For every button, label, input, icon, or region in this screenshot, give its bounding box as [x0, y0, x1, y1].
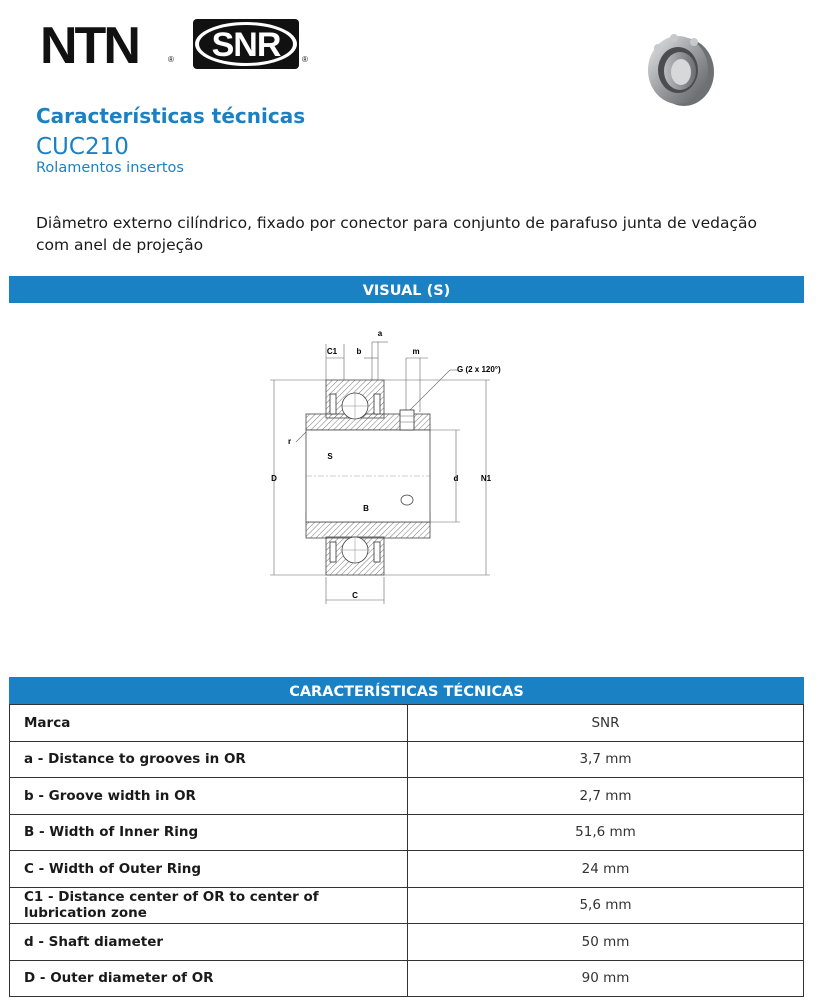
dim-label-c: C — [352, 591, 358, 600]
table-row — [10, 960, 804, 997]
spec-label: D - Outer diameter of OR — [10, 960, 408, 997]
dim-label-m: m — [412, 347, 420, 356]
dim-label-r: r — [288, 437, 292, 446]
product-description: Diâmetro externo cilíndrico, fixado por conector para conjunto de parafuso junta de vedação com anel de projeção — [36, 214, 757, 254]
dim-label-c1: C1 — [326, 347, 338, 356]
table-row — [10, 778, 804, 815]
spec-value: 5,6 mm — [408, 887, 804, 924]
dim-label-outer-d: D — [271, 474, 277, 483]
spec-value: 2,7 mm — [408, 778, 804, 815]
svg-text:®: ® — [168, 55, 174, 64]
page-title: Características técnicas — [36, 104, 306, 128]
spec-value: 24 mm — [408, 851, 804, 888]
table-row — [10, 741, 804, 778]
spec-label: C - Width of Outer Ring — [10, 851, 408, 888]
table-row — [10, 924, 804, 961]
spec-label: B - Width of Inner Ring — [10, 814, 408, 851]
dim-label-s: S — [327, 452, 333, 461]
dim-label-g: G (2 x 120°) — [457, 365, 501, 374]
ntn-logo — [40, 17, 174, 72]
bearing-product-image — [636, 28, 722, 114]
spec-label: C1 - Distance center of OR to center of lubrication zone — [10, 887, 408, 924]
dim-label-a: a — [377, 329, 383, 338]
svg-text:®: ® — [302, 55, 308, 64]
specs-table — [9, 704, 804, 997]
specs-section-header: CARACTERÍSTICAS TÉCNICAS — [9, 677, 804, 704]
spec-value: 50 mm — [408, 924, 804, 961]
spec-label: Marca — [10, 705, 408, 742]
svg-text:SNR: SNR — [211, 26, 281, 64]
product-model: CUC210 — [36, 134, 129, 160]
dim-label-inner-b: B — [363, 504, 369, 513]
spec-value: 90 mm — [408, 960, 804, 997]
dim-label-shaft-d: d — [453, 474, 459, 483]
table-row — [10, 851, 804, 888]
spec-value: SNR — [408, 705, 804, 742]
spec-label: a - Distance to grooves in OR — [10, 741, 408, 778]
table-row — [10, 887, 804, 924]
spec-label: b - Groove width in OR — [10, 778, 408, 815]
table-row — [10, 814, 804, 851]
visual-section-header: VISUAL (S) — [9, 276, 804, 303]
product-category: Rolamentos insertos — [36, 160, 184, 176]
spec-label: d - Shaft diameter — [10, 924, 408, 961]
spec-value: 51,6 mm — [408, 814, 804, 851]
brand-logos — [40, 16, 330, 72]
dim-label-b: b — [356, 347, 362, 356]
table-row — [10, 705, 804, 742]
snr-logo — [193, 19, 308, 69]
technical-drawing — [260, 322, 530, 612]
spec-value: 3,7 mm — [408, 741, 804, 778]
dim-label-n1: N1 — [480, 474, 492, 483]
svg-text:NTN: NTN — [40, 17, 138, 72]
